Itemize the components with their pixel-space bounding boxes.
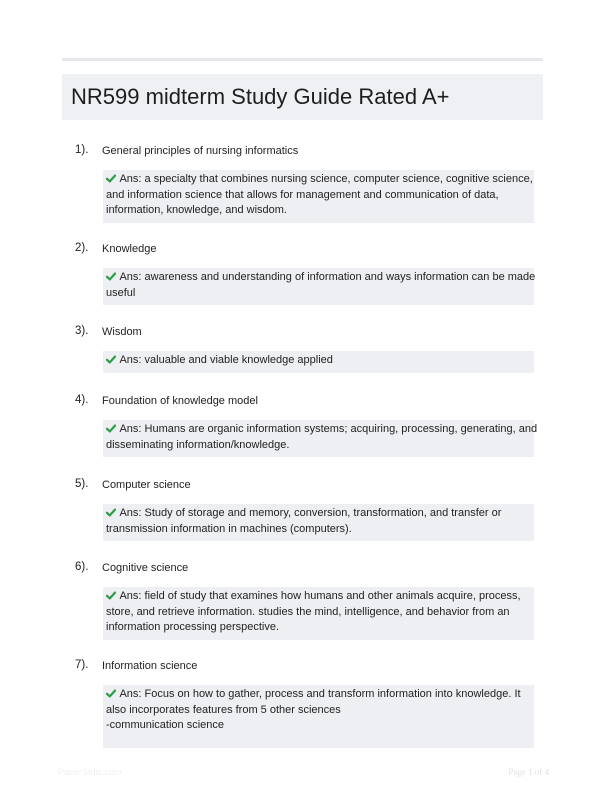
answer-line: Ans: awareness and understanding of information and ways information can be made (119, 271, 536, 283)
question-item (62, 478, 543, 541)
answer-line: information, knowledge, and wisdom. (106, 204, 287, 216)
page-indicator: Page 1 of 4 (508, 767, 549, 777)
question-number: 2). (75, 242, 89, 254)
answer-box (103, 351, 534, 373)
question-item (62, 561, 543, 640)
question-text: Cognitive science (102, 562, 189, 574)
top-divider (62, 58, 543, 61)
answer-line: also incorporates features from 5 other sciences (106, 703, 341, 716)
checkmark-icon (106, 174, 116, 183)
question-text: General principles of nursing informatics (102, 145, 299, 157)
question-text: Knowledge (102, 243, 157, 255)
checkmark-icon (106, 272, 116, 281)
question-number: 5). (75, 478, 89, 490)
question-text: Information science (102, 660, 198, 672)
answer-line: Ans: field of study that examines how humans and other animals acquire, process, (119, 590, 521, 602)
question-text: Wisdom (102, 326, 142, 338)
answer-box (103, 420, 538, 457)
checkmark-icon (106, 689, 116, 698)
answer-box (103, 504, 534, 541)
question-number: 1). (75, 144, 89, 156)
answer-line: information processing perspective. (106, 621, 280, 633)
answer-line: and information science that allows for management and communication of data, (106, 188, 499, 201)
question-number: 6). (75, 561, 89, 573)
question-text: Computer science (102, 479, 191, 491)
checkmark-icon (106, 355, 116, 364)
answer-line: transmission information in machines (computers). (106, 522, 352, 535)
checkmark-icon (106, 424, 116, 433)
answer-line: Ans: a specialty that combines nursing science, computer science, cognitive science, (119, 173, 533, 185)
question-item (62, 325, 543, 373)
question-number: 7). (75, 659, 89, 671)
answer-box (103, 587, 534, 640)
footer-watermark: PaperStdic.com (58, 767, 122, 777)
answer-line: Ans: valuable and viable knowledge applied (119, 354, 333, 366)
title-banner (62, 74, 543, 120)
answer-box (103, 170, 534, 223)
question-item (62, 144, 543, 223)
answer-line: -communication science (106, 719, 224, 731)
answer-line: Ans: Study of storage and memory, conversion, transformation, and transfer or (119, 507, 502, 519)
question-number: 4). (75, 394, 89, 406)
question-number: 3). (75, 325, 89, 337)
document-title: NR599 midterm Study Guide Rated A+ (71, 84, 450, 109)
answer-box (103, 685, 534, 748)
answer-box (103, 268, 534, 305)
checkmark-icon (106, 591, 116, 600)
question-item (62, 394, 543, 457)
question-text: Foundation of knowledge model (102, 395, 258, 407)
checkmark-icon (106, 508, 116, 517)
question-item (62, 659, 543, 748)
question-item (62, 242, 543, 305)
answer-line: disseminating information/knowledge. (106, 438, 290, 451)
answer-line: Ans: Focus on how to gather, process and transform information into knowledge. It (119, 688, 521, 700)
answer-line: useful (106, 286, 136, 299)
answer-line: Ans: Humans are organic information systems; acquiring, processing, generating, and (119, 423, 538, 435)
answer-line: store, and retrieve information. studies the mind, intelligence, and behavior from an (106, 605, 510, 618)
